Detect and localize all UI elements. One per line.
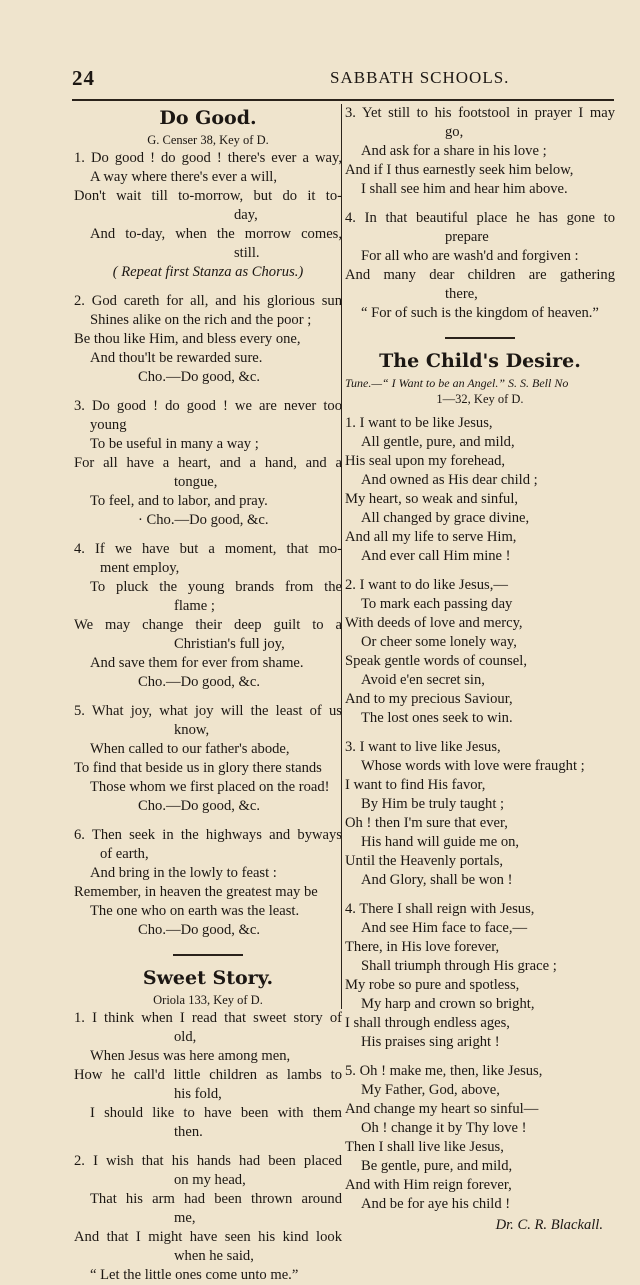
verse-line: And all my life to serve Him, bbox=[345, 529, 517, 545]
verse-line: old, bbox=[174, 1029, 197, 1045]
hymn-meta-sweet-story: Oriola 133, Key of D. bbox=[153, 993, 263, 1007]
verse-line: Then I shall live like Jesus, bbox=[345, 1139, 504, 1155]
chorus-note: ( Repeat first Stanza as Chorus.) bbox=[112, 264, 304, 280]
verse-line: To pluck the young brands from the bbox=[90, 579, 342, 595]
verse-line: Whose words with love were fraught ; bbox=[361, 758, 585, 774]
verse-line: there, bbox=[445, 286, 478, 302]
chorus-line: Cho.—Do good, &c. bbox=[138, 798, 261, 814]
verse-line: 3. Do good ! do good ! we are never too bbox=[74, 398, 342, 414]
verse-line: There, in His love forever, bbox=[345, 939, 500, 955]
running-title: SABBATH SCHOOLS. bbox=[330, 68, 510, 87]
verse-line: And that I might have seen his kind look bbox=[74, 1229, 342, 1245]
verse-line: To feel, and to labor, and pray. bbox=[90, 493, 268, 509]
verse-line: My robe so pure and spotless, bbox=[345, 977, 520, 993]
verse-line: How he call'd little children as lambs to bbox=[74, 1067, 342, 1083]
verse-line: And change my heart so sinful— bbox=[345, 1101, 539, 1117]
verse-line: My Father, God, above, bbox=[361, 1082, 500, 1098]
verse-line: I shall through endless ages, bbox=[345, 1015, 510, 1031]
verse-line: I want to find His favor, bbox=[345, 777, 486, 793]
verse-line: 2. I want to do like Jesus,— bbox=[345, 577, 508, 593]
verse-line: Oh ! change it by Thy love ! bbox=[361, 1120, 527, 1136]
hymn-meta-childs-desire: Tune.—“ I Want to be an Angel.” S. S. Bell No bbox=[345, 376, 569, 390]
verse-line: The one who on earth was the least. bbox=[90, 903, 300, 919]
verse-line: And save them for ever from shame. bbox=[90, 655, 304, 671]
right-column bbox=[345, 104, 615, 1235]
chorus-line: Cho.—Do good, &c. bbox=[138, 922, 261, 938]
verse-line: flame ; bbox=[174, 598, 215, 614]
verse-line: tongue, bbox=[174, 474, 218, 490]
chorus-line: · Cho.—Do good, &c. bbox=[138, 512, 269, 528]
verse-line: Be thou like Him, and bless every one, bbox=[74, 331, 301, 347]
verse-line: Shines alike on the rich and the poor ; bbox=[90, 312, 312, 328]
verse-line: I should like to have been with them bbox=[90, 1105, 342, 1121]
verse-line: day, bbox=[234, 207, 258, 223]
hymn-title-sweet-story: Sweet Story. bbox=[142, 967, 274, 989]
verse-line: And owned as His dear child ; bbox=[361, 472, 538, 488]
verse-line: His praises sing aright ! bbox=[361, 1034, 500, 1050]
verse-line: “ For of such is the kingdom of heaven.” bbox=[361, 305, 599, 321]
verse-line: Christian's full joy, bbox=[174, 636, 285, 652]
verse-line: And to my precious Saviour, bbox=[345, 691, 513, 707]
verse-line: And be for aye his child ! bbox=[361, 1196, 511, 1212]
chorus-line: Cho.—Do good, &c. bbox=[138, 674, 261, 690]
verse-line: 3. Yet still to his footstool in prayer I may bbox=[345, 105, 615, 121]
verse-line: me, bbox=[174, 1210, 196, 1226]
header-rule bbox=[72, 99, 614, 101]
verse-line: Shall triumph through His grace ; bbox=[361, 958, 557, 974]
verse-line: Remember, in heaven the greatest may be bbox=[74, 884, 318, 900]
verse-line: then. bbox=[174, 1124, 203, 1140]
verse-line: Until the Heavenly portals, bbox=[345, 853, 504, 869]
hymn-meta-childs-desire-key: 1—32, Key of D. bbox=[436, 392, 524, 406]
verse-line: With deeds of love and mercy, bbox=[345, 615, 523, 631]
verse-line: Be gentle, pure, and mild, bbox=[361, 1158, 513, 1174]
verse-line: For all have a heart, and a hand, and a bbox=[74, 455, 342, 471]
verse-line: And see Him face to face,— bbox=[361, 920, 528, 936]
verse-line: And thou'lt be rewarded sure. bbox=[90, 350, 263, 366]
verse-line: young bbox=[90, 417, 127, 433]
verse-line: still. bbox=[234, 245, 260, 261]
verse-line: 4. In that beautiful place he has gone to bbox=[345, 210, 615, 226]
verse-line: His seal upon my forehead, bbox=[345, 453, 506, 469]
verse-line: 5. What joy, what joy will the least of us bbox=[74, 703, 342, 719]
verse-line: prepare bbox=[445, 229, 489, 245]
verse-line: ment employ, bbox=[100, 560, 180, 576]
verse-line: when he said, bbox=[174, 1248, 254, 1264]
verse-line: 4. There I shall reign with Jesus, bbox=[345, 901, 535, 917]
verse-line: And ever call Him mine ! bbox=[361, 548, 511, 564]
verse-line: Don't wait till to-morrow, but do it to- bbox=[74, 188, 342, 204]
verse-line: That his arm had been thrown around bbox=[90, 1191, 342, 1207]
hymn-title-do-good: Do Good. bbox=[159, 107, 257, 129]
verse-line: My harp and crown so bright, bbox=[361, 996, 535, 1012]
verse-line: I shall see him and hear him above. bbox=[361, 181, 568, 197]
verse-line: Oh ! then I'm sure that ever, bbox=[345, 815, 508, 831]
verse-line: 1. Do good ! do good ! there's ever a way, bbox=[74, 150, 342, 166]
verse-line: A way where there's ever a will, bbox=[90, 169, 278, 185]
verse-line: And ask for a share in his love ; bbox=[361, 143, 547, 159]
verse-line: “ Let the little ones come unto me.” bbox=[90, 1267, 299, 1283]
verse-line: To find that beside us in glory there stands bbox=[74, 760, 322, 776]
verse-line: 6. Then seek in the highways and byways bbox=[74, 827, 342, 843]
verse-line: 2. God careth for all, and his glorious sun bbox=[74, 293, 342, 309]
left-column bbox=[74, 104, 342, 1285]
verse-line: And to-day, when the morrow comes, bbox=[90, 226, 342, 242]
verse-line: Speak gentle words of counsel, bbox=[345, 653, 527, 669]
section-rule bbox=[445, 337, 515, 339]
page-header bbox=[72, 66, 612, 92]
verse-line: 4. If we have but a moment, that mo- bbox=[74, 541, 342, 557]
hymn-meta-do-good: G. Censer 38, Key of D. bbox=[147, 133, 269, 147]
verse-line: go, bbox=[445, 124, 464, 140]
verse-line: His hand will guide me on, bbox=[361, 834, 520, 850]
verse-line: 1. I think when I read that sweet story of bbox=[74, 1010, 342, 1026]
verse-line: his fold, bbox=[174, 1086, 222, 1102]
verse-line: All changed by grace divine, bbox=[361, 510, 530, 526]
verse-line: And many dear children are gathering bbox=[345, 267, 615, 283]
verse-line: Avoid e'en secret sin, bbox=[361, 672, 485, 688]
author-signature: Dr. C. R. Blackall. bbox=[495, 1217, 603, 1233]
verse-line: And with Him reign forever, bbox=[345, 1177, 512, 1193]
hymn-title-childs-desire: The Child's Desire. bbox=[379, 350, 581, 372]
verse-line: 1. I want to be like Jesus, bbox=[345, 415, 493, 431]
verse-line: All gentle, pure, and mild, bbox=[361, 434, 515, 450]
verse-line: 2. I wish that his hands had been placed bbox=[74, 1153, 342, 1169]
verse-line: By Him be truly taught ; bbox=[361, 796, 505, 812]
verse-line: And Glory, shall be won ! bbox=[361, 872, 513, 888]
verse-line: We may change their deep guilt to a bbox=[74, 617, 342, 633]
verse-line: on my head, bbox=[174, 1172, 246, 1188]
verse-line: For all who are wash'd and forgiven : bbox=[361, 248, 579, 264]
verse-line: To be useful in many a way ; bbox=[90, 436, 259, 452]
verse-line: Or cheer some lonely way, bbox=[361, 634, 517, 650]
verse-line: To mark each passing day bbox=[361, 596, 513, 612]
verse-line: When Jesus was here among men, bbox=[90, 1048, 291, 1064]
verse-line: When called to our father's abode, bbox=[90, 741, 290, 757]
chorus-line: Cho.—Do good, &c. bbox=[138, 369, 261, 385]
page-number: 24 bbox=[72, 66, 95, 90]
verse-line: 5. Oh ! make me, then, like Jesus, bbox=[345, 1063, 543, 1079]
verse-line: Those whom we first placed on the road! bbox=[90, 779, 330, 795]
verse-line: And if I thus earnestly seek him below, bbox=[345, 162, 574, 178]
section-rule bbox=[173, 954, 243, 956]
verse-line: And bring in the lowly to feast : bbox=[90, 865, 277, 881]
verse-line: My heart, so weak and sinful, bbox=[345, 491, 519, 507]
verse-line: The lost ones seek to win. bbox=[361, 710, 513, 726]
verse-line: know, bbox=[174, 722, 210, 738]
verse-line: of earth, bbox=[100, 846, 149, 862]
verse-line: 3. I want to live like Jesus, bbox=[345, 739, 501, 755]
